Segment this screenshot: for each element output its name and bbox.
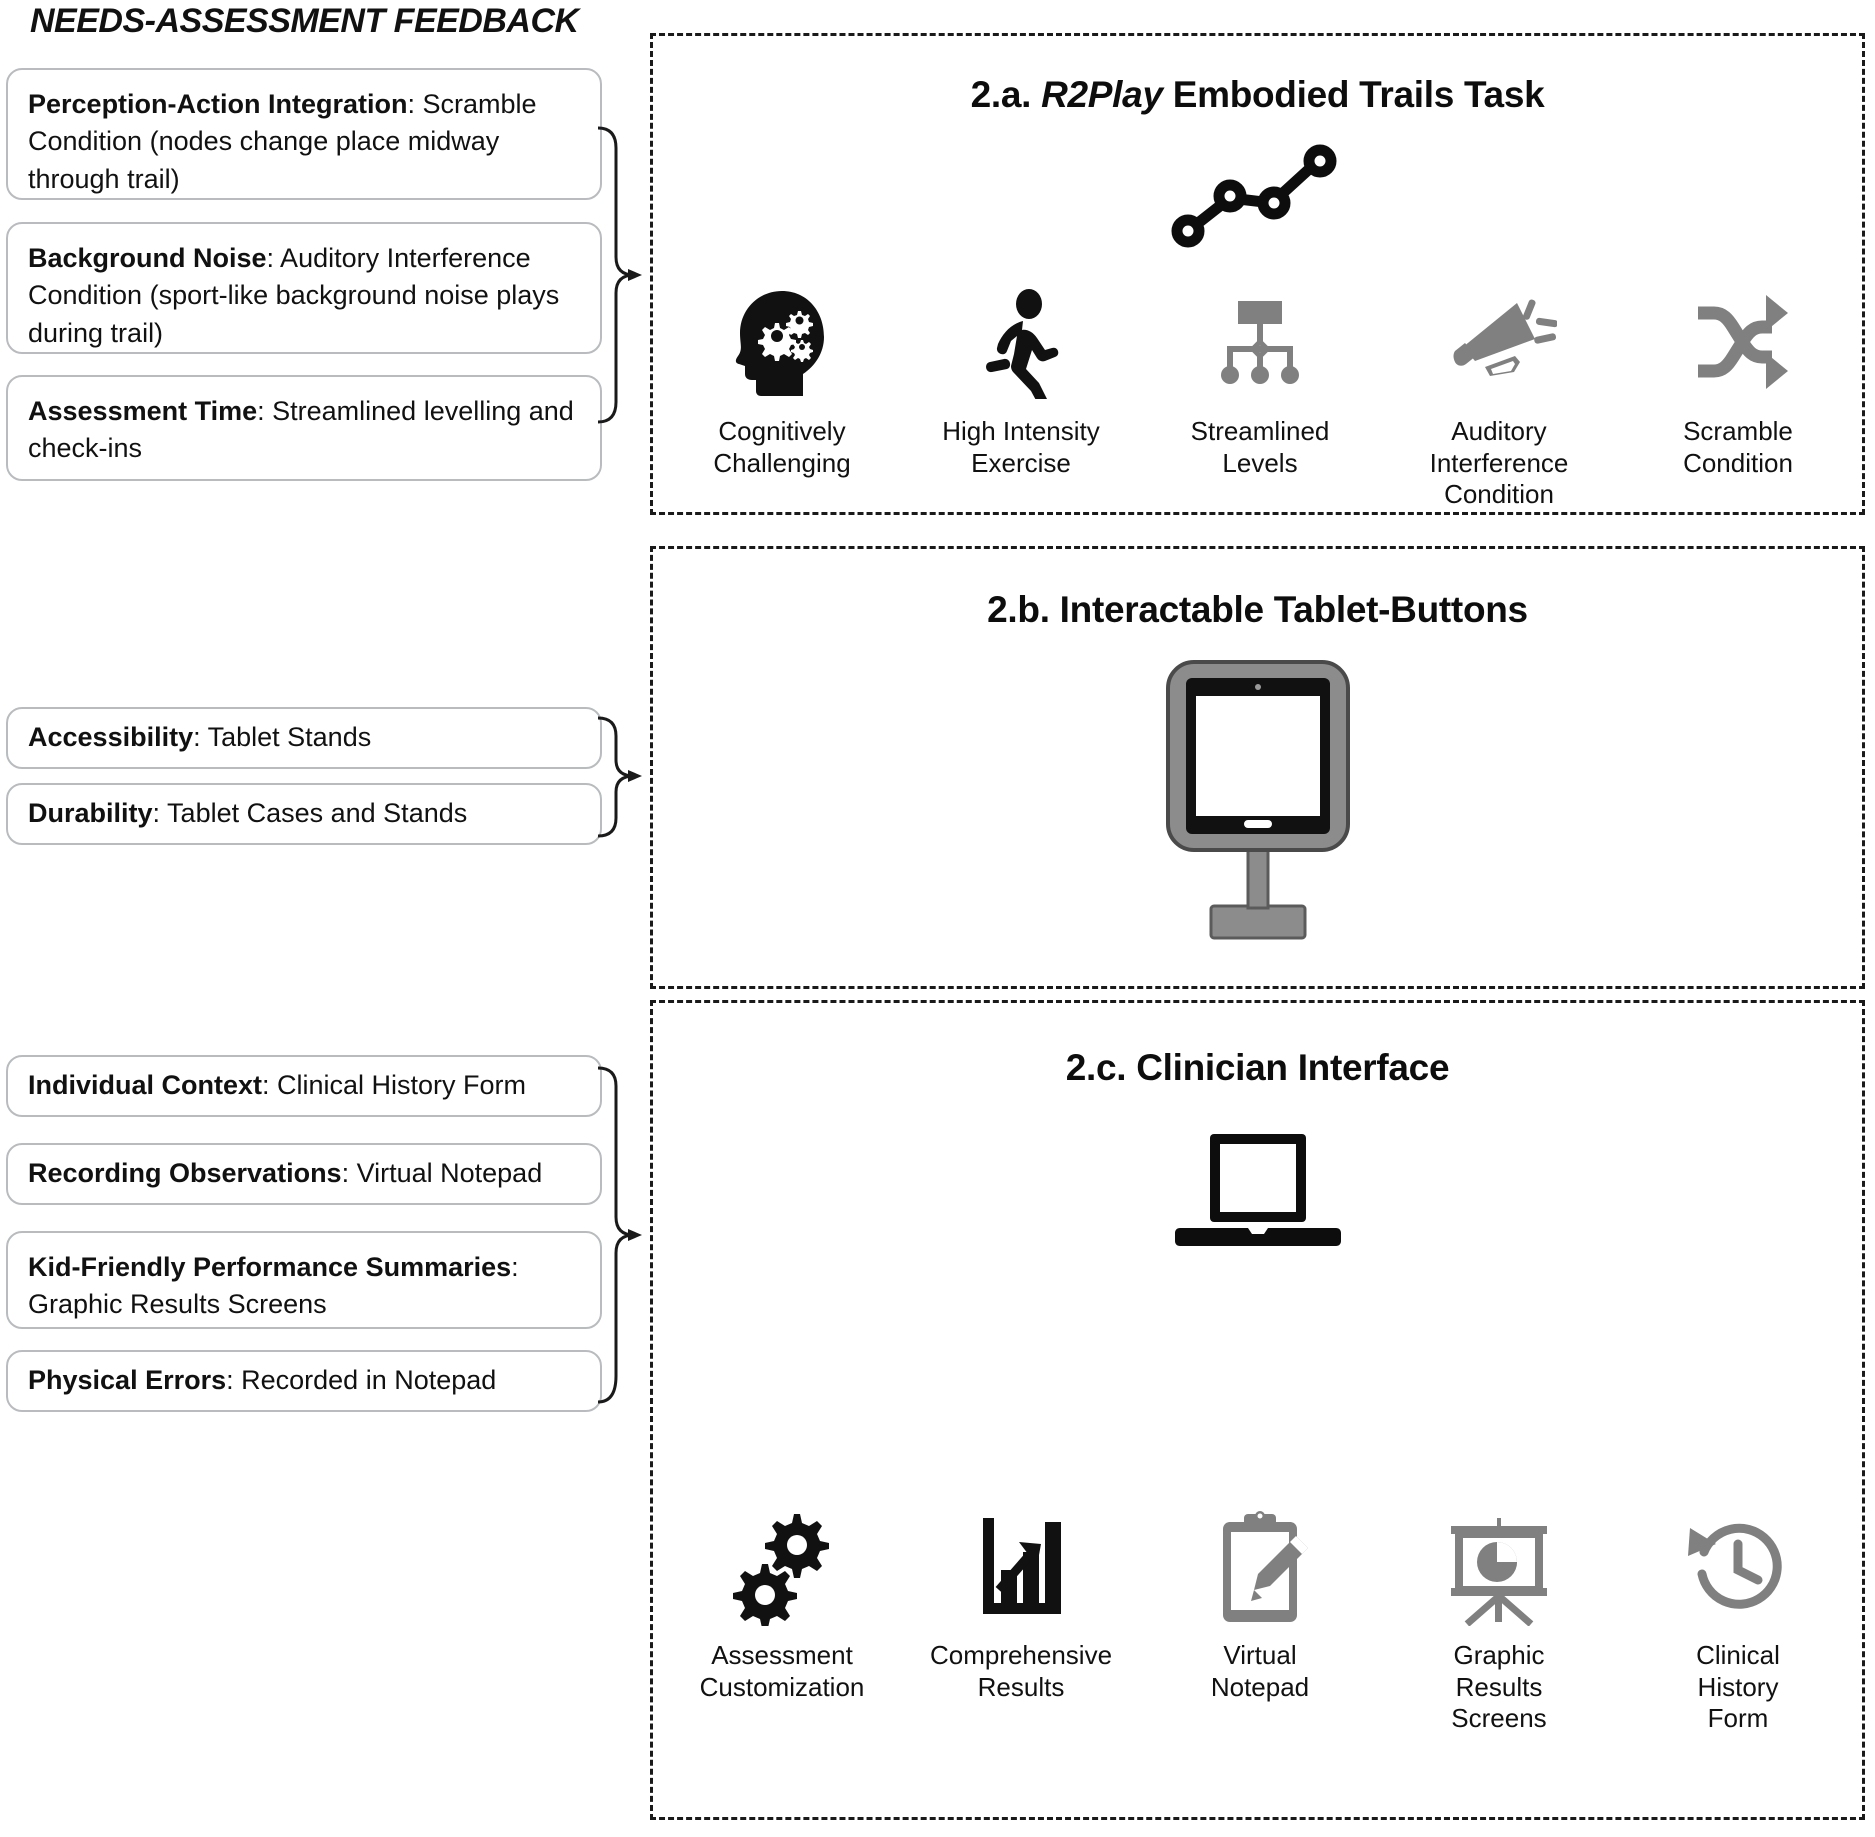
page-title: NEEDS-ASSESSMENT FEEDBACK xyxy=(30,2,579,40)
tablet-on-stand-icon xyxy=(653,654,1862,944)
feedback-detail: : Virtual Notepad xyxy=(341,1158,543,1189)
feedback-term: Background Noise xyxy=(28,243,267,273)
icon-cell-clinical-history-form xyxy=(1651,1508,1825,1735)
feedback-box-durability xyxy=(6,783,602,845)
icon-label: Virtual Notepad xyxy=(1210,1640,1310,1702)
feedback-term: Accessibility xyxy=(28,722,194,753)
feedback-term: Individual Context xyxy=(28,1070,263,1101)
icon-label: Assessment Customization xyxy=(699,1640,865,1702)
head-with-gears-icon xyxy=(728,284,836,402)
icon-label: Clinical History Form xyxy=(1696,1640,1780,1734)
trail-nodes-line-icon xyxy=(653,141,1862,251)
needs-assessment-column xyxy=(0,0,640,1837)
feedback-term: Physical Errors xyxy=(28,1365,227,1396)
icon-cell-assessment-customization xyxy=(695,1508,869,1703)
feedback-term: Kid-Friendly Performance Summaries xyxy=(28,1252,512,1282)
icon-label: Comprehensive Results xyxy=(929,1640,1113,1702)
feedback-box-assessment-time xyxy=(6,375,602,481)
icon-label: Auditory Interference Condition xyxy=(1429,416,1569,510)
feedback-box-perception-action xyxy=(6,68,602,200)
panel-2c-clinician-interface xyxy=(650,1000,1865,1820)
feedback-detail: : Tablet Cases and Stands xyxy=(152,798,468,829)
icon-cell-comprehensive-results xyxy=(929,1508,1113,1703)
panel-2b-interactable-tablet-buttons xyxy=(650,546,1865,989)
shuffle-arrows-icon xyxy=(1682,284,1794,402)
feedback-term: Assessment Time xyxy=(28,396,258,426)
icon-cell-scramble-condition xyxy=(1651,284,1825,479)
clipboard-pencil-icon xyxy=(1204,1508,1316,1626)
panel-2c-icon-row xyxy=(695,1508,1825,1735)
icon-label: Streamlined Levels xyxy=(1190,416,1330,478)
bracket-group-b xyxy=(596,712,648,842)
icon-cell-high-intensity-exercise xyxy=(934,284,1108,479)
panel-2a-title-suffix: Embodied Trails Task xyxy=(1162,74,1545,115)
icon-cell-auditory-interference xyxy=(1412,284,1586,511)
feedback-detail: : Tablet Stands xyxy=(193,722,372,753)
feedback-box-background-noise xyxy=(6,222,602,354)
panel-2c-title xyxy=(653,1047,1862,1089)
icon-label: Cognitively Challenging xyxy=(713,416,851,478)
feedback-box-individual-context xyxy=(6,1055,602,1117)
icon-label: Graphic Results Screens xyxy=(1451,1640,1547,1734)
feedback-term: Perception-Action Integration xyxy=(28,89,408,119)
feedback-detail: : Recorded in Notepad xyxy=(226,1365,497,1396)
bracket-group-c xyxy=(596,1060,648,1410)
laptop-icon xyxy=(653,1123,1862,1263)
feedback-box-accessibility xyxy=(6,707,602,769)
panel-2a-embodied-trails-task xyxy=(650,33,1865,515)
icon-label: High Intensity Exercise xyxy=(942,416,1100,478)
running-person-icon xyxy=(967,284,1075,402)
feedback-term: Recording Observations xyxy=(28,1158,342,1189)
clock-history-icon xyxy=(1682,1508,1794,1626)
icon-cell-graphic-results-screens xyxy=(1412,1508,1586,1735)
feedback-box-recording-observations xyxy=(6,1143,602,1205)
feedback-detail: : Graphic Results Screens xyxy=(28,1252,519,1320)
panel-2a-icon-row xyxy=(695,284,1825,511)
panel-2c-title-text: 2.c. Clinician Interface xyxy=(1065,1047,1450,1088)
feedback-detail: : Scramble Condition (nodes change place midway through trail) xyxy=(28,89,537,194)
icon-cell-cognitively-challenging xyxy=(695,284,869,479)
icon-label: Scramble Condition xyxy=(1683,416,1793,478)
presentation-pie-chart-icon xyxy=(1441,1508,1557,1626)
hierarchy-levels-icon xyxy=(1204,284,1316,402)
panel-2b-title xyxy=(653,589,1862,631)
panel-2a-title-prefix: 2.a. xyxy=(970,74,1042,115)
panel-2b-title-text: 2.b. Interactable Tablet-Buttons xyxy=(987,589,1528,630)
feedback-detail: : Streamlined levelling and check-ins xyxy=(28,396,574,464)
bracket-group-a xyxy=(596,110,648,440)
panel-2a-title xyxy=(653,74,1862,116)
megaphone-icon xyxy=(1441,284,1557,402)
feedback-detail: : Clinical History Form xyxy=(262,1070,527,1101)
feedback-detail: : Auditory Interference Condition (sport-like background noise plays during trail) xyxy=(28,243,560,348)
feedback-box-physical-errors xyxy=(6,1350,602,1412)
gears-icon xyxy=(726,1508,838,1626)
bar-chart-growth-icon xyxy=(965,1508,1077,1626)
feedback-term: Durability xyxy=(28,798,153,829)
feedback-box-performance-summaries xyxy=(6,1231,602,1329)
icon-cell-virtual-notepad xyxy=(1173,1508,1347,1703)
panel-2a-title-italic: R2Play xyxy=(1041,74,1163,115)
icon-cell-streamlined-levels xyxy=(1173,284,1347,479)
